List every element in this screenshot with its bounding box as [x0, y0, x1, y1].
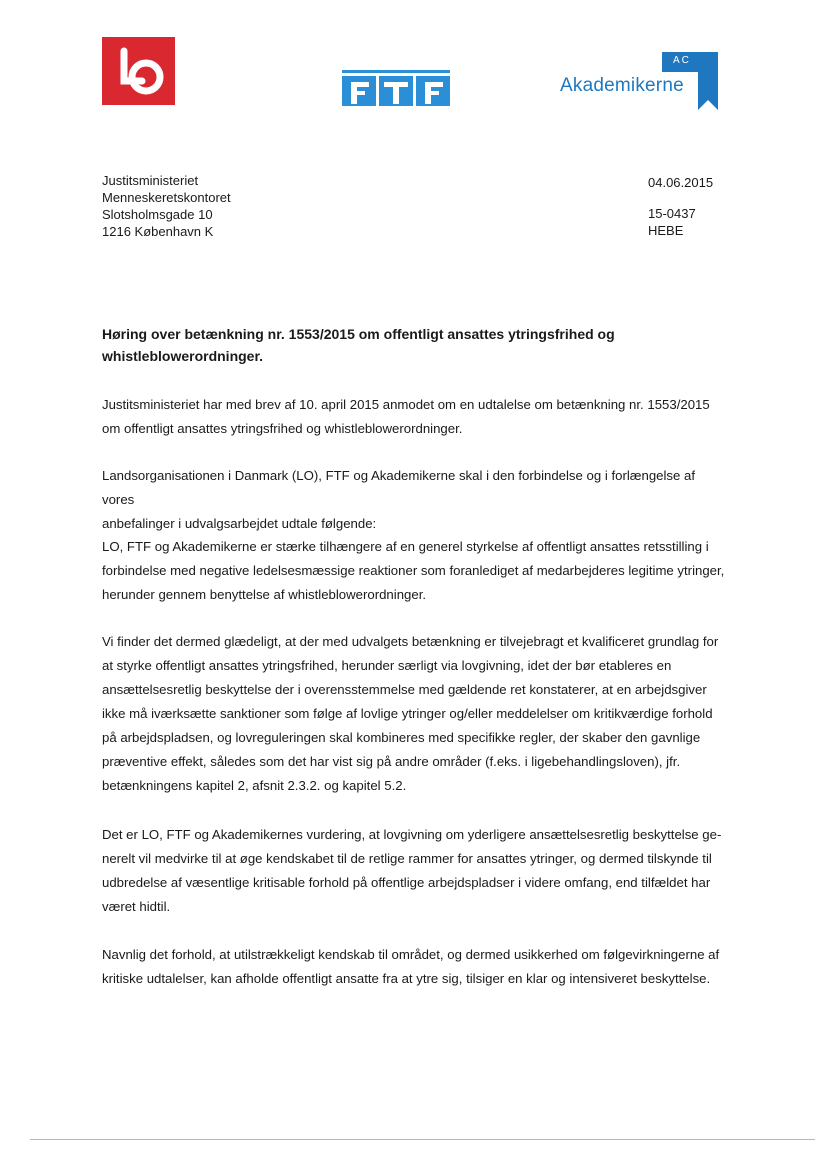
paragraph [102, 464, 727, 536]
paragraph-line: om offentligt ansattes ytringsfrihed og whistleblowerordninger. [102, 421, 463, 436]
paragraph-line: Vi finder det dermed glædeligt, at der med udvalgets betænkning er tilvejebragt et kvalificeret grundlag for [102, 634, 719, 649]
paragraph-line: Det er LO, FTF og Akademikernes vurdering, at lovgivning om yderligere ansættelsesretlig beskyttelse ge- [102, 827, 722, 842]
footer-divider [30, 1139, 815, 1140]
paragraph-line: ansættelsesretlig beskyttelse der i overensstemmelse med gældende ret konstaterer, at en arbejdsgiver [102, 682, 707, 697]
paragraph-line: LO, FTF og Akademikerne er stærke tilhængere af en generel styrkelse af offentligt ansattes retsstilling i [102, 539, 709, 554]
paragraph-line: været hidtil. [102, 899, 171, 914]
paragraph [102, 823, 727, 919]
paragraph-line: Justitsministeriet har med brev af 10. april 2015 anmodet om en udtalelse om betænkning nr. 1553/2015 [102, 397, 710, 412]
recipient-line: Menneskeretskontoret [102, 190, 231, 205]
paragraph-line: anbefalinger i udvalgsarbejdet udtale følgende: [102, 516, 377, 531]
paragraph-line: Landsorganisationen i Danmark (LO), FTF og Akademikerne skal i den forbindelse og i forlængelse af vores [102, 468, 696, 507]
author-initials: HEBE [648, 223, 684, 238]
recipient-address [102, 172, 231, 240]
ftf-logo-mark [342, 70, 450, 106]
reference-number: 15-0437 [648, 206, 696, 221]
paragraph [102, 393, 727, 441]
recipient-line: Slotsholmsgade 10 [102, 207, 213, 222]
paragraph-line: at styrke offentligt ansattes ytringsfrihed, herunder særligt via lovgivning, idet der bør etableres en [102, 658, 672, 673]
recipient-line: Justitsministeriet [102, 173, 199, 188]
paragraph-line: kritiske udtalelser, kan afholde offentligt ansatte fra at ytre sig, tilsiger en klar og intensiveret beskyttelse. [102, 971, 711, 986]
letter-date: 04.06.2015 [648, 175, 714, 190]
akademikerne-logo-text: Akademikerne [560, 75, 684, 96]
ac-badge-text: AC [673, 55, 691, 66]
ftf-logo [342, 70, 450, 106]
lo-logo-mark [102, 37, 175, 105]
letter-meta [648, 174, 713, 239]
paragraph-line: udbredelse af væsentlige kritisable forhold på offentlige arbejdspladser i videre omfang, end tilfældet har [102, 875, 711, 890]
paragraph [102, 943, 727, 991]
paragraph-line: Navnlig det forhold, at utilstrækkeligt kendskab til området, og dermed usikkerhed om følgevirkningerne af [102, 947, 720, 962]
paragraph [102, 630, 727, 798]
paragraph-line: betænkningens kapitel 2, afsnit 2.3.2. og kapitel 5.2. [102, 778, 407, 793]
letter-title [102, 323, 722, 367]
paragraph [102, 535, 727, 607]
paragraph-line: på arbejdspladsen, og lovreguleringen skal kombineres med specifikke regler, der skaber den gavnlige [102, 730, 701, 745]
title-line: whistleblowerordninger. [102, 348, 264, 364]
paragraph-line: ikke må iværksætte sanktioner som følge af lovlige ytringer og/eller meddelelser om kritikværdige forhold [102, 706, 713, 721]
lo-logo [102, 37, 175, 105]
paragraph-line: præventive effekt, således som det har vist sig på andre områder (f.eks. i ligebehandlingsloven), jfr. [102, 754, 681, 769]
paragraph-line: herunder gennem benyttelse af whistleblowerordninger. [102, 587, 427, 602]
recipient-line: 1216 København K [102, 224, 214, 239]
paragraph-line: nerelt vil medvirke til at øge kendskabet til de retlige rammer for ansattes ytringer, og dermed tilskynde til [102, 851, 712, 866]
paragraph-line: forbindelse med negative ledelsesmæssige reaktioner som foranlediget af medarbejderes legitime ytringer, [102, 563, 725, 578]
title-line: Høring over betænkning nr. 1553/2015 om offentligt ansattes ytringsfrihed og [102, 326, 615, 342]
